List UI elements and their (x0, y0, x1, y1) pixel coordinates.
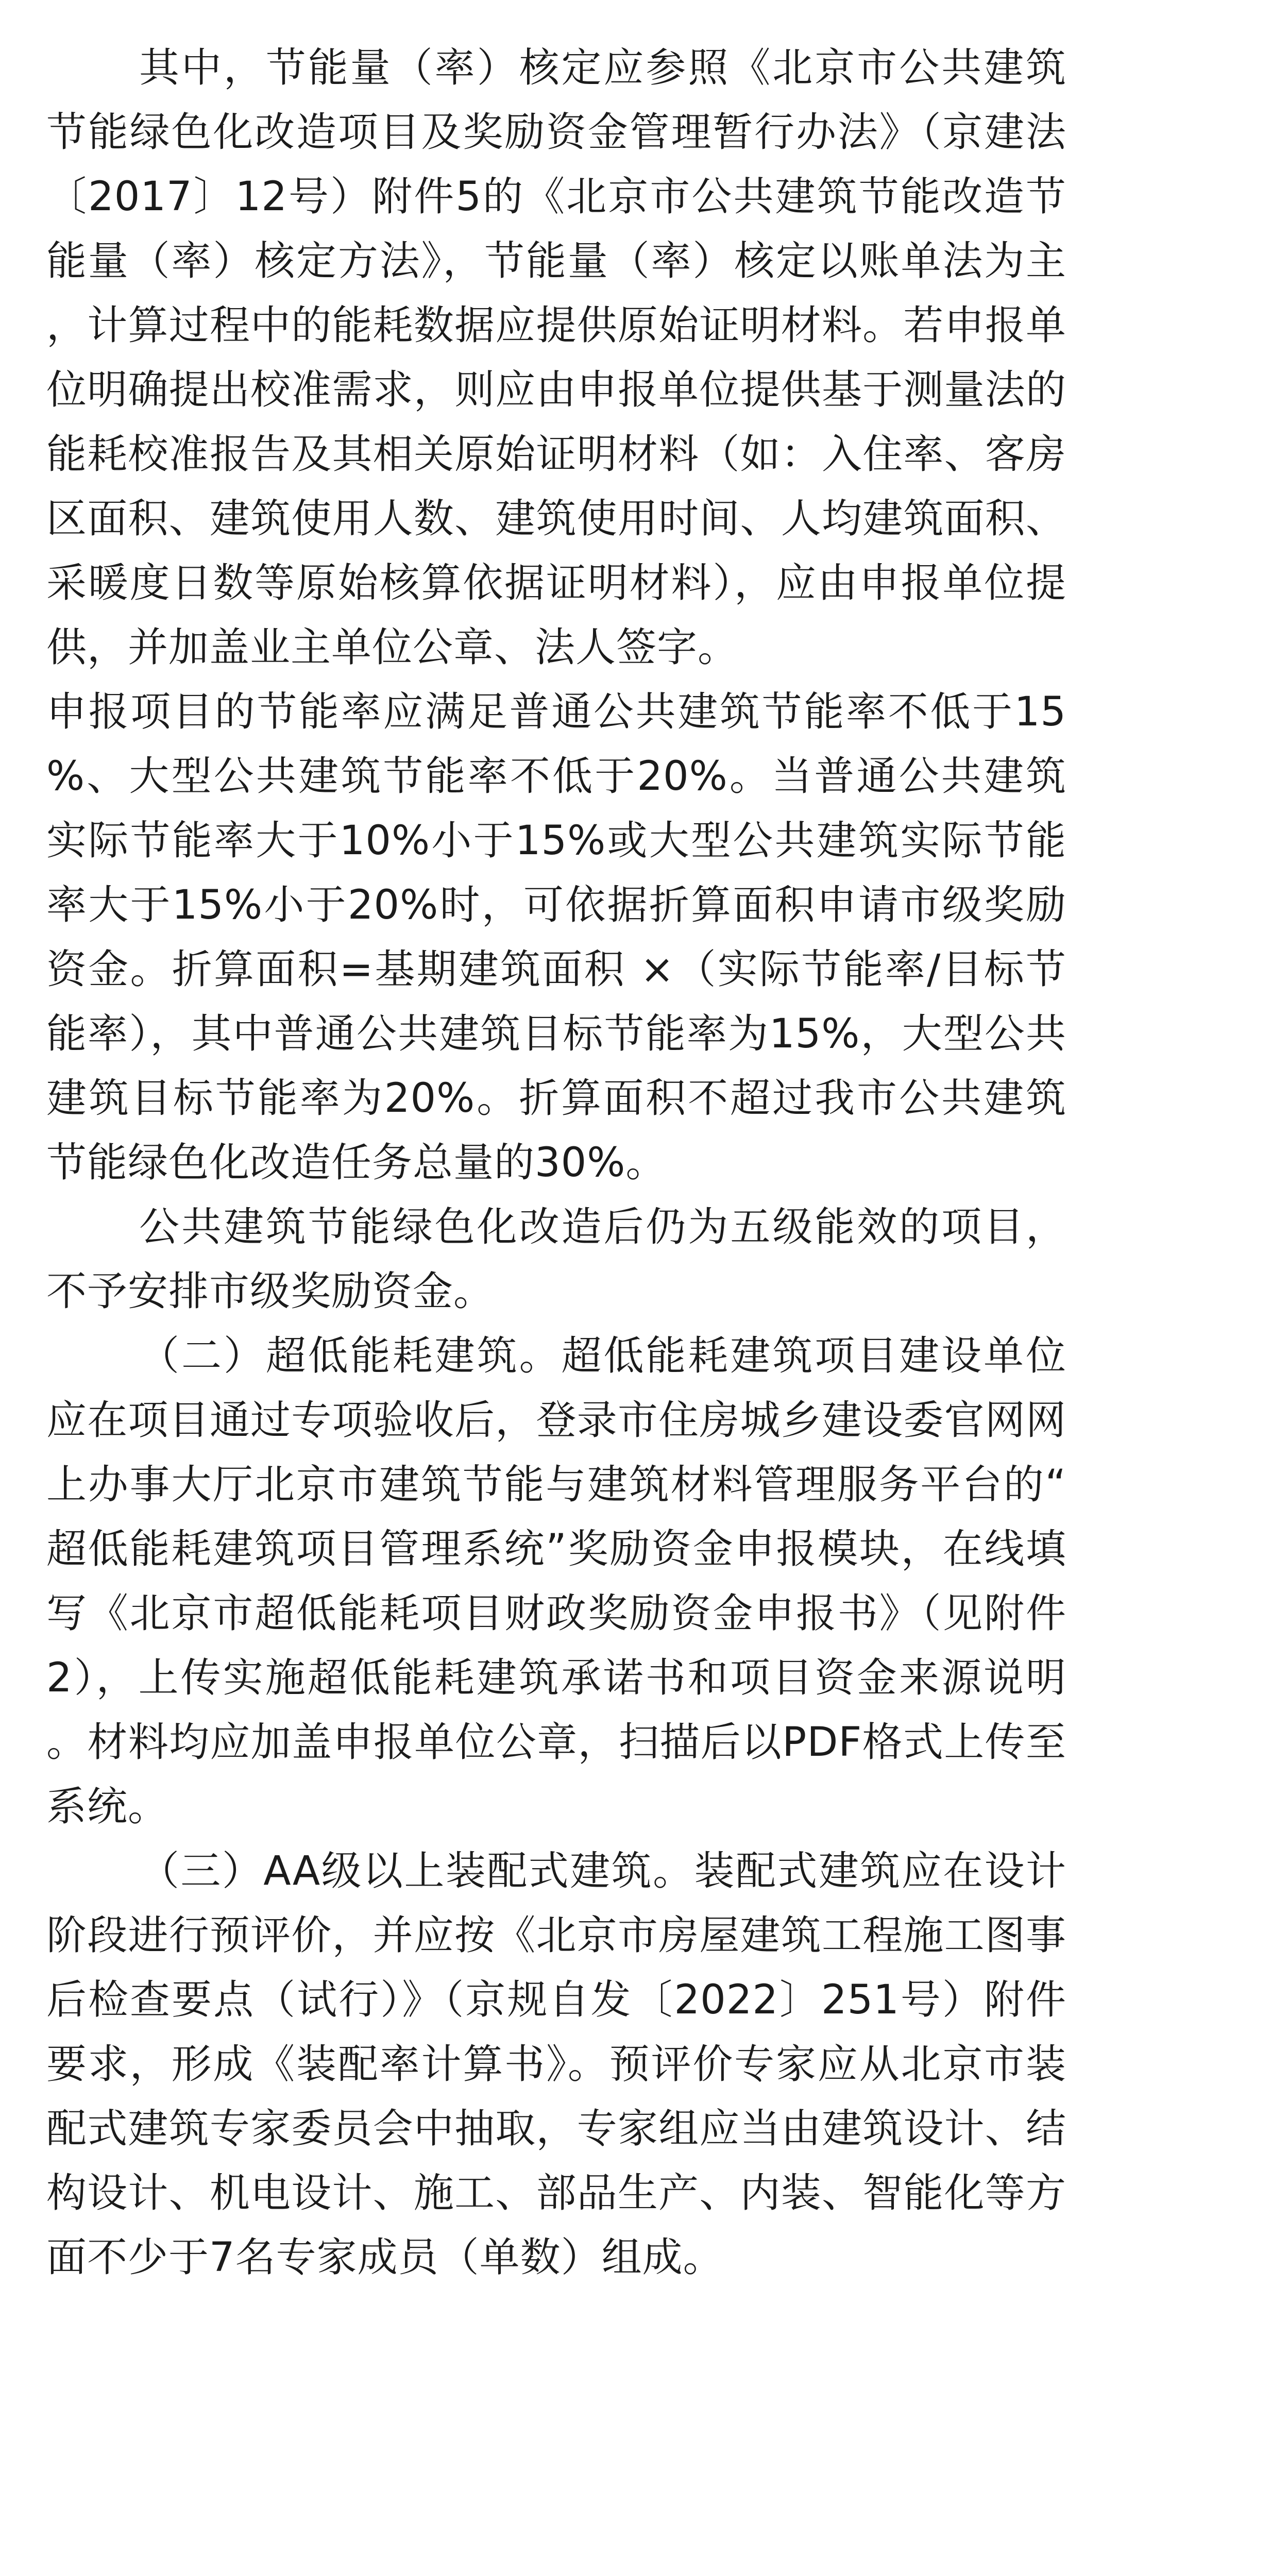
paragraph-prefabricated-buildings: （三）AA级以上装配式建筑。装配式建筑应在设计阶段进行预评价，并应按《北京市房屋建筑工程施工图事后检查要点（试行）》（京规自发〔2022〕251号）附件要求，形成《装配率计算书》。预评价专家应从北京市装配式建筑专家委员会中抽取，专家组应当由建筑设计、结构设计、机电设计、施工、部品生产、内装、智能化等方面不少于7名专家成员（单数）组成。 (46, 1848, 1066, 2281)
paragraph-ultra-low-energy-buildings: （二）超低能耗建筑。超低能耗建筑项目建设单位应在项目通过专项验收后，登录市住房城乡建设委官网网上办事大厅北京市建筑节能与建筑材料管理服务平台的“超低能耗建筑项目管理系统”奖励资金申报模块，在线填写《北京市超低能耗项目财政奖励资金申报书》（见附件2），上传实施超低能耗建筑承诺书和项目资金来源说明。材料均应加盖申报单位公章，扫描后以PDF格式上传至系统。 (46, 1333, 1066, 1830)
paragraph-level-five-efficiency: 公共建筑节能绿色化改造后仍为五级能效的项目，不予安排市级奖励资金。 (46, 1204, 1066, 1315)
document-body (46, 36, 1066, 2290)
paragraph-energy-saving-verification: 其中，节能量（率）核定应参照《北京市公共建筑节能绿色化改造项目及奖励资金管理暂行办法》（京建法〔2017〕12号）附件5的《北京市公共建筑节能改造节能量（率）核定方法》，节能量（率）核定以账单法为主，计算过程中的能耗数据应提供原始证明材料。若申报单位明确提出校准需求，则应由申报单位提供基于测量法的能耗校准报告及其相关原始证明材料（如：入住率、客房区面积、建筑使用人数、建筑使用时间、人均建筑面积、采暖度日数等原始核算依据证明材料），应由申报单位提供，并加盖业主单位公章、法人签字。 (46, 45, 1066, 671)
paragraph-energy-saving-rate: 申报项目的节能率应满足普通公共建筑节能率不低于15%、大型公共建筑节能率不低于20%。当普通公共建筑实际节能率大于10%小于15%或大型公共建筑实际节能率大于15%小于20%时，可依据折算面积申请市级奖励资金。折算面积=基期建筑面积 ×（实际节能率/目标节能率），其中普通公共建筑目标节能率为15%，大型公共建筑目标节能率为20%。折算面积不超过我市公共建筑节能绿色化改造任务总量的30%。 (46, 689, 1066, 1186)
